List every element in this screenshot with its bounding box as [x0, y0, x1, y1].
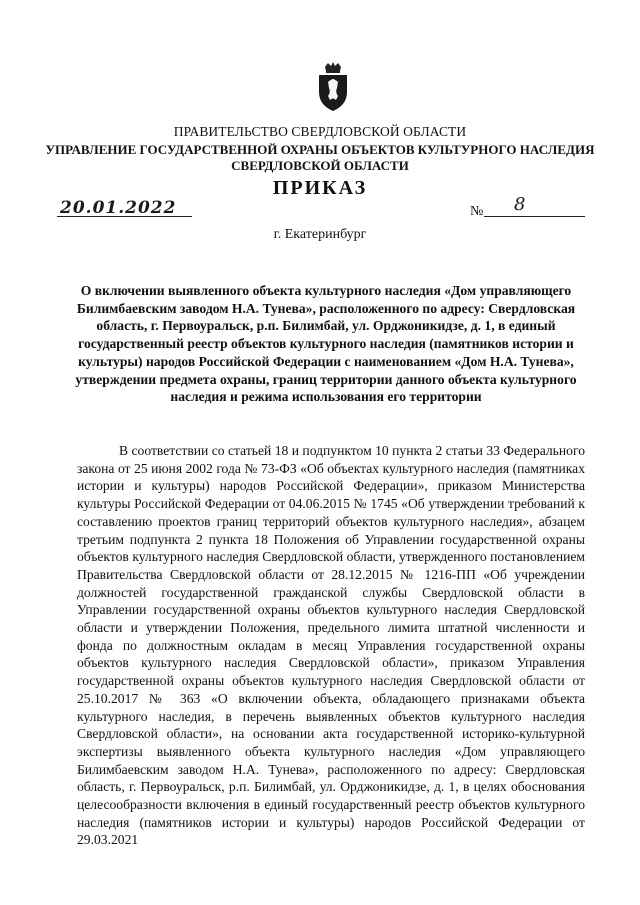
number-underline [484, 216, 585, 217]
number-label: № [470, 204, 484, 219]
order-body: В соответствии со статьей 18 и подпунктом 10 пункта 2 статьи 33 Федерального закона от 25 июня 2002 года № 73-ФЗ «Об объектах культурного наследия (памятниках истории и культуры) народов Российской Федерации», приказом Министерства культуры Российской Федерации от 04.06.2015 № 1745 «Об утверждении требований к составлению проектов границ территорий объектов культурного наследия», абзацем третьим подпункта 2 пункта 18 Положения об Управлении государственной охраны объектов культурного наследия Свердловской области, утвержденного постановлением Правительства Свердловской области от 28.12.2015 № 1216-ПП «Об учреждении должностей государственной гражданской службы Свердловской области в Управлении государственной охраны объектов культурного наследия Свердловской области и утверждении Положения, предельного лимита штатной численности и фонда по должностным окладам в месяц Управления государственной охраны объектов культурного наследия Свердловской области», приказом Управления государственной охраны объектов культурного наследия Свердловской области от 25.10.2017 № 363 «О включении объекта, обладающего признаками объекта культурного наследия, в перечень выявленных объектов культурного наследия Свердловской области», на основании акта государственной историко-культурной экспертизы выявленного объекта культурного наследия «Дом управляющего Билимбаевским заводом Н.А. Тунева», расположенного по адресу: Свердловская область, г. Первоуральск, р.п. Билимбай, ул. Орджоникидзе, д. 1, в целях обоснования целесообразности включения в единый государственный реестр объектов культурного наследия (памятников истории и культуры) народов Российской Федерации от 29.03.2021 [77, 443, 585, 848]
department-name: УПРАВЛЕНИЕ ГОСУДАРСТВЕННОЙ ОХРАНЫ ОБЪЕКТОВ КУЛЬТУРНОГО НАСЛЕДИЯ СВЕРДЛОВСКОЙ ОБЛАСТИ [45, 142, 595, 173]
order-subject: О включении выявленного объекта культурного наследия «Дом управляющего Билимбаевским заводом Н.А. Тунева», расположенного по адресу: Свердловская область, г. Первоуральск, р.п. Билимбай, ул. Орджоникидзе, д. 1, в единый государственный реестр объектов культурного наследия (памятников истории и культуры) народов Российской Федерации с наименованием «Дом Н.А. Тунева», утверждении предмета охраны, границ территории данного объекта культурного наследия и режима использования его территории [75, 283, 577, 405]
date-underline [57, 216, 192, 217]
coat-of-arms-icon [316, 62, 350, 112]
document-number: 8 [514, 194, 526, 215]
document-type-title: ПРИКАЗ [272, 177, 368, 199]
government-name: ПРАВИТЕЛЬСТВО СВЕРДЛОВСКОЙ ОБЛАСТИ [173, 124, 467, 139]
city: г. Екатеринбург [273, 227, 367, 242]
document-date: 20.01.2022 [60, 198, 177, 218]
